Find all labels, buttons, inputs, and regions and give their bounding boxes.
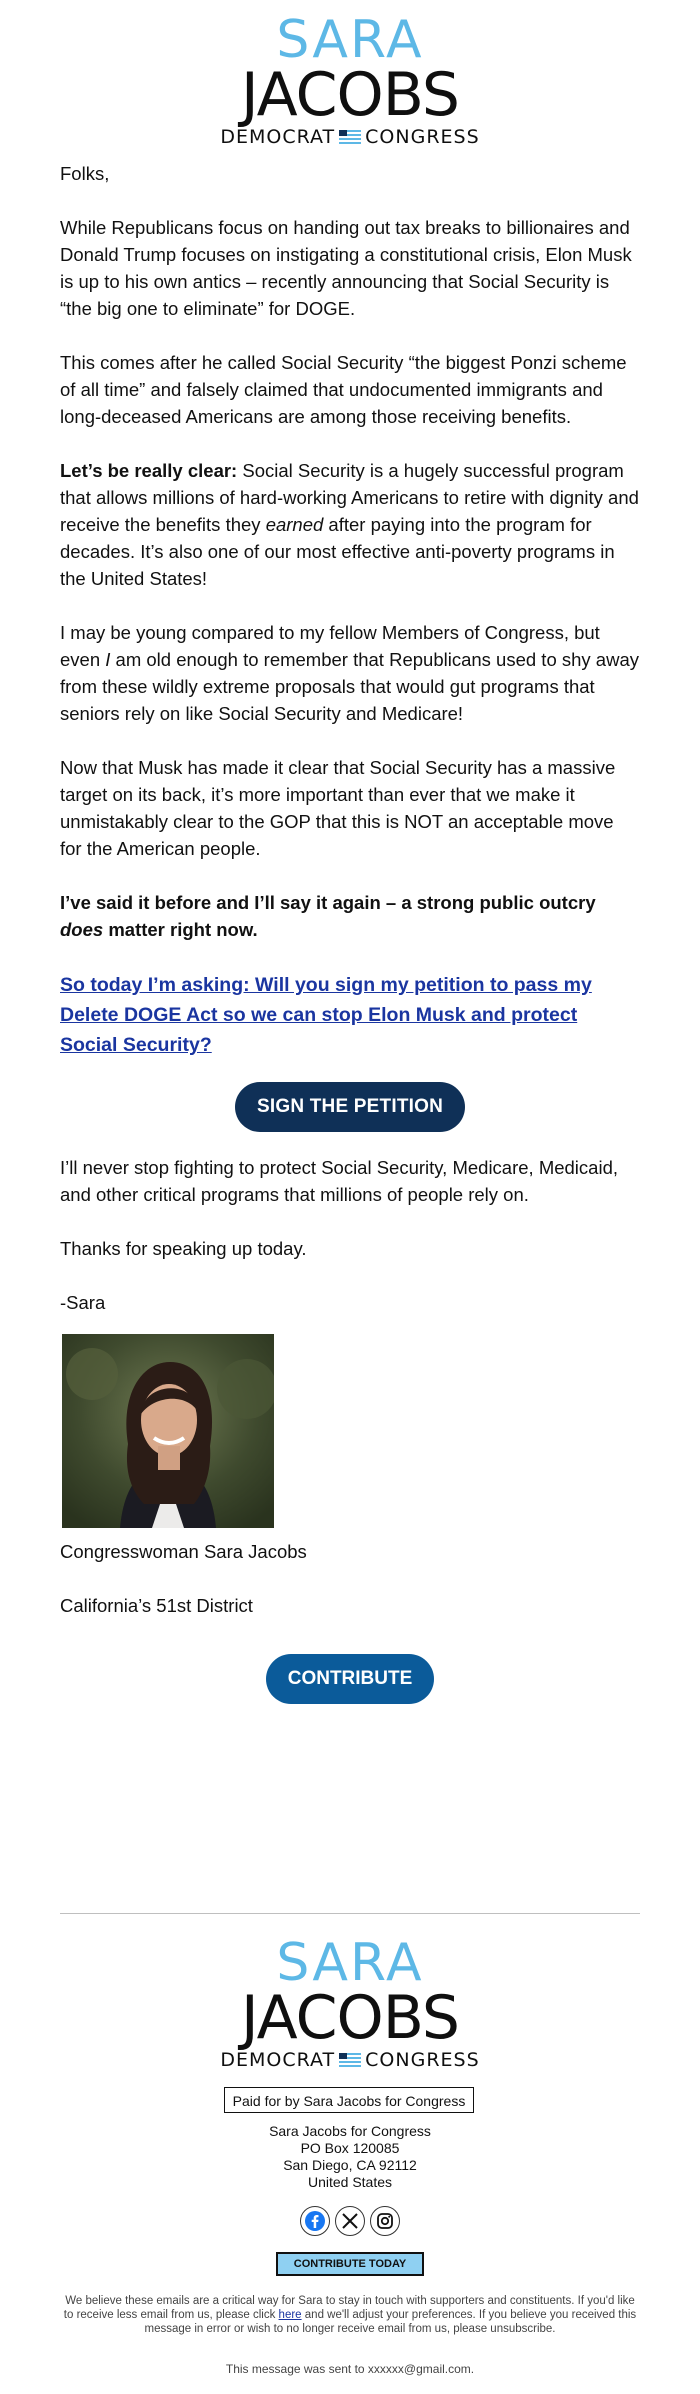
address-line-3: San Diego, CA 92112 xyxy=(283,2157,417,2173)
paragraph-3-emphasis: earned xyxy=(265,514,324,535)
logo-tagline-right: CONGRESS xyxy=(365,126,480,148)
footer-logo-tagline xyxy=(0,2049,700,2071)
contribute-today-button[interactable]: CONTRIBUTE TODAY xyxy=(276,2252,424,2276)
social-links xyxy=(0,2206,700,2236)
email-preferences-disclaimer xyxy=(60,2294,640,2336)
paragraph-4 xyxy=(60,619,640,727)
footer-logo-tagline-left: DEMOCRAT xyxy=(220,2049,336,2071)
paragraph-4-text-a: I may be young compared to my fellow Members of Congress, but even xyxy=(60,622,600,670)
flag-icon xyxy=(339,130,361,144)
address-line-4: United States xyxy=(307,2174,393,2190)
paragraph-3 xyxy=(60,457,640,592)
footer-logo[interactable] xyxy=(0,1933,700,2071)
signature-district: California’s 51st District xyxy=(60,1595,253,1616)
paragraph-3-text-b: after paying into the program for decades. It’s also one of our most effective anti-poverty programs in the United States! xyxy=(60,514,615,589)
logo-first-name: SARA xyxy=(276,10,424,70)
disclaimer-text-b: and we'll adjust your preferences. If you believe you received this message in error or wish to no longer receive email from us, please unsubscribe. xyxy=(144,2309,637,2335)
disclaimer-text-a: We believe these emails are a critical way for Sara to stay in touch with supporters and constituents. If you'd like to receive less email from us, please click xyxy=(63,2295,635,2321)
footer-logo-first-name: SARA xyxy=(276,1933,424,1993)
paragraph-6 xyxy=(60,889,640,943)
x-glyph xyxy=(341,2212,359,2230)
signoff: -Sara xyxy=(60,1292,106,1313)
mailing-address xyxy=(0,2123,700,2191)
petition-button-row xyxy=(60,1082,640,1132)
paid-for-disclaimer: Paid for by Sara Jacobs for Congress xyxy=(224,2087,474,2113)
sign-petition-button[interactable]: SIGN THE PETITION xyxy=(235,1082,465,1132)
facebook-icon[interactable] xyxy=(300,2206,330,2236)
paragraph-2: This comes after he called Social Security “the biggest Ponzi scheme of all time” and falsely claimed that undocumented immigrants and long-deceased Americans are among those receiving benefits. xyxy=(60,352,627,427)
footer-logo-last-name: JACOBS xyxy=(241,1983,459,2053)
sara-jacobs-photo xyxy=(62,1334,274,1528)
footer-divider xyxy=(60,1913,640,1914)
paragraph-4-emphasis: I xyxy=(105,649,111,670)
footer-flag-icon xyxy=(339,2053,361,2067)
petition-ask-link[interactable]: So today I’m asking: Will you sign my petition to pass my Delete DOGE Act so we can stop Elon Musk and protect Social Security? xyxy=(60,974,592,1056)
footer-logo-tagline-right: CONGRESS xyxy=(365,2049,480,2071)
contribute-button[interactable]: CONTRIBUTE xyxy=(266,1654,435,1704)
paragraph-6-emphasis: does xyxy=(60,919,104,940)
email-body xyxy=(60,160,640,1646)
paragraph-3-text-a: Social Security is a hugely successful program that allows millions of hard-working Americans to retire with dignity and receive the benefits they xyxy=(60,460,639,535)
contribute-button-row xyxy=(0,1654,700,1704)
logo-last-name: JACOBS xyxy=(241,60,459,130)
logo-tagline-left: DEMOCRAT xyxy=(220,126,336,148)
sent-to-notice: This message was sent to xxxxxx@gmail.com. xyxy=(225,2362,475,2376)
signature-name: Congresswoman Sara Jacobs xyxy=(60,1541,307,1562)
header-logo[interactable] xyxy=(0,10,700,148)
address-line-2: PO Box 120085 xyxy=(300,2140,400,2156)
greeting: Folks, xyxy=(60,163,110,184)
paragraph-7: I’ll never stop fighting to protect Social Security, Medicare, Medicaid, and other critical programs that millions of people rely on. xyxy=(60,1157,618,1205)
preferences-link[interactable]: here xyxy=(278,2309,302,2321)
paragraph-8: Thanks for speaking up today. xyxy=(60,1238,307,1259)
paragraph-6-text-a: I’ve said it before and I’ll say it again – a strong public outcry xyxy=(60,892,596,913)
instagram-icon[interactable] xyxy=(370,2206,400,2236)
logo-tagline xyxy=(0,126,700,148)
paragraph-4-text-b: am old enough to remember that Republicans used to shy away from these wildly extreme proposals that would gut programs that seniors rely on like Social Security and Medicare! xyxy=(60,649,639,724)
facebook-glyph xyxy=(304,2210,326,2232)
ask-paragraph xyxy=(60,970,640,1060)
paragraph-3-lead: Let’s be really clear: xyxy=(60,460,238,481)
x-icon[interactable] xyxy=(335,2206,365,2236)
address-line-1: Sara Jacobs for Congress xyxy=(269,2123,431,2139)
instagram-glyph xyxy=(376,2212,394,2230)
paragraph-1: While Republicans focus on handing out tax breaks to billionaires and Donald Trump focuses on instigating a constitutional crisis, Elon Musk is up to his own antics – recently announcing that Social Security is “the big one to eliminate” for DOGE. xyxy=(60,217,632,319)
paragraph-5: Now that Musk has made it clear that Social Security has a massive target on its back, it’s more important than ever that we make it unmistakably clear to the GOP that this is NOT an acceptable move for the American people. xyxy=(60,757,616,859)
paragraph-6-text-b: matter right now. xyxy=(103,919,258,940)
